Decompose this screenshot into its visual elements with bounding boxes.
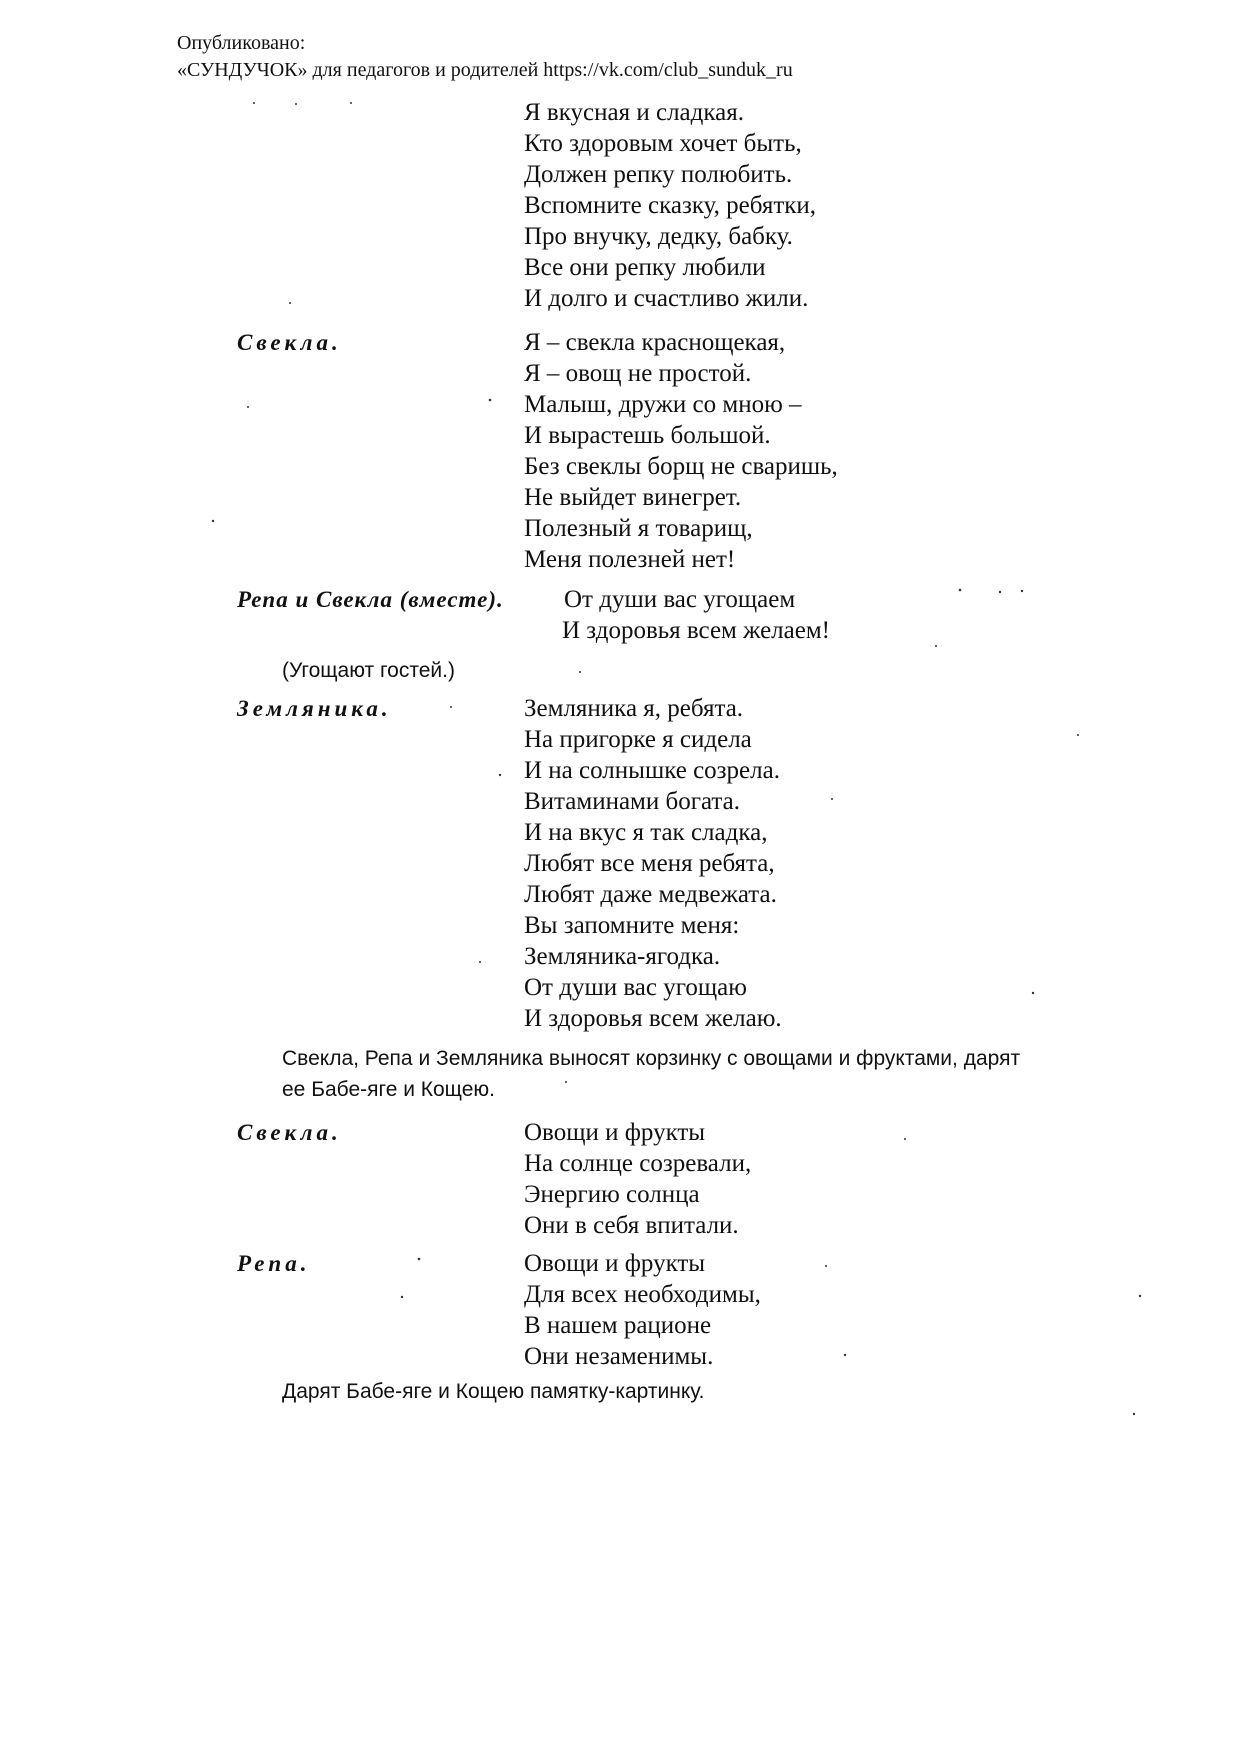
verse-line: В нашем рационе bbox=[524, 1312, 712, 1339]
verse-line: Я вкусная и сладкая. bbox=[524, 99, 744, 126]
verse-line: На пригорке я сидела bbox=[524, 726, 752, 753]
role-svekla: Свекла. bbox=[237, 330, 342, 355]
verse-line: Овощи и фрукты bbox=[524, 1119, 706, 1146]
verse-line: От души вас угощаю bbox=[524, 974, 747, 1001]
verse-line: И на вкус я так сладка, bbox=[524, 819, 768, 846]
verse-line: Не выйдет винегрет. bbox=[524, 484, 742, 511]
verse-together-line-2: И здоровья всем желаем! bbox=[562, 617, 830, 644]
stage-line: ее Бабе-яге и Кощею. bbox=[282, 1078, 495, 1101]
role-repa-svekla-together: Репа и Свекла (вместе). bbox=[237, 587, 504, 612]
verse-line: Малыш, дружи со мною – bbox=[524, 391, 802, 418]
verse-line: Про внучку, дедку, бабку. bbox=[524, 223, 793, 250]
verse-line: Меня полезней нет! bbox=[524, 546, 736, 573]
verse-line: Любят даже медвежата. bbox=[524, 881, 777, 908]
verse-line: Любят все меня ребята, bbox=[524, 850, 775, 877]
verse-line: Все они репку любили bbox=[524, 254, 766, 281]
verse-svekla-1 bbox=[524, 327, 838, 575]
verse-repa-intro bbox=[524, 97, 816, 314]
verse-line: Должен репку полюбить. bbox=[524, 161, 793, 188]
verse-line: И здоровья всем желаю. bbox=[524, 1005, 782, 1032]
header-source-line: «СУНДУЧОК» для педагогов и родителей https://vk.com/club_sunduk_ru bbox=[177, 59, 793, 81]
stage-direction bbox=[282, 1043, 1020, 1105]
verse-together-line-1: От души вас угощаем bbox=[564, 586, 796, 613]
verse-line: И на солнышке созрела. bbox=[524, 757, 780, 784]
verse-zemlyanika bbox=[524, 693, 782, 1034]
verse-line: Они незаменимы. bbox=[524, 1343, 714, 1370]
verse-line: Без свеклы борщ не сваришь, bbox=[524, 453, 838, 480]
verse-line: Вы запомните меня: bbox=[524, 912, 740, 939]
verse-repa bbox=[524, 1248, 761, 1372]
verse-line: Для всех необходимы, bbox=[524, 1281, 761, 1308]
role-svekla: Свекла. bbox=[237, 1120, 342, 1145]
verse-line: Земляника-ягодка. bbox=[524, 943, 721, 970]
verse-line: Полезный я товарищ, bbox=[524, 515, 753, 542]
verse-line: Кто здоровым хочет быть, bbox=[524, 130, 802, 157]
stage-direction: Дарят Бабе-яге и Кощею памятку-картинку. bbox=[282, 1380, 705, 1403]
verse-line: Энергию солнца bbox=[524, 1181, 700, 1208]
verse-svekla-2 bbox=[524, 1117, 751, 1241]
stage-direction: (Угощают гостей.) bbox=[282, 659, 455, 682]
role-repa: Репа. bbox=[237, 1251, 311, 1276]
verse-line: Вспомните сказку, ребятки, bbox=[524, 192, 817, 219]
verse-line: И долго и счастливо жили. bbox=[524, 285, 809, 312]
role-zemlyanika: Земляника. bbox=[237, 696, 392, 721]
verse-line: На солнце созревали, bbox=[524, 1150, 752, 1177]
verse-line: Овощи и фрукты bbox=[524, 1250, 706, 1277]
verse-line: Они в себя впитали. bbox=[524, 1212, 739, 1239]
verse-line: Я – свекла краснощекая, bbox=[524, 329, 786, 356]
verse-line: И вырастешь большой. bbox=[524, 422, 771, 449]
verse-line: Я – овощ не простой. bbox=[524, 360, 752, 387]
header-published-label: Опубликовано: bbox=[177, 32, 306, 54]
stage-line: Свекла, Репа и Земляника выносят корзинку с овощами и фруктами, дарят bbox=[282, 1047, 1021, 1070]
verse-line: Витаминами богата. bbox=[524, 788, 741, 815]
verse-line: Земляника я, ребята. bbox=[524, 695, 744, 722]
publication-header bbox=[177, 30, 793, 84]
